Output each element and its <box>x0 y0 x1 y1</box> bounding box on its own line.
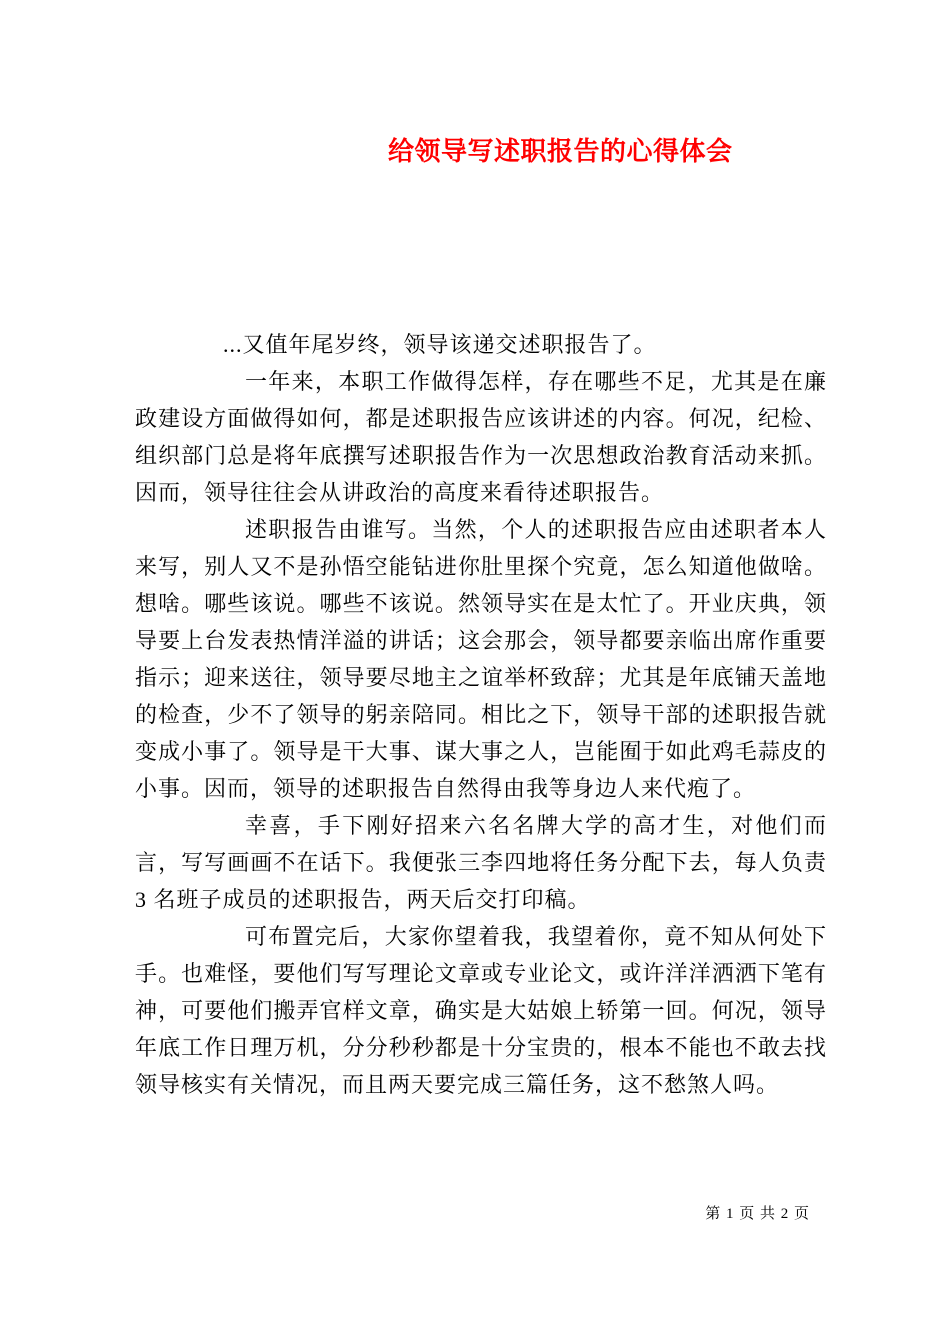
paragraph: 可布置完后，大家你望着我，我望着你，竟不知从何处下手。也难怪，要他们写写理论文章或专业论文，或许洋洋洒洒下笔有神，可要他们搬弄官样文章，确实是大姑娘上轿第一回。何况，领导年底工作日理万机，分分秒秒都是十分宝贵的，根本不能也不敢去找领导核实有关情况，而且两天要完成三篇任务，这不愁煞人吗。 <box>135 924 827 1097</box>
paragraph: 一年来，本职工作做得怎样，存在哪些不足，尤其是在廉政建设方面做得如何，都是述职报告应该讲述的内容。何况，纪检、组织部门总是将年底撰写述职报告作为一次思想政治教育活动来抓。因而，领导往往会从讲政治的高度来看待述职报告。 <box>135 369 827 505</box>
paragraph: 幸喜，手下刚好招来六名名牌大学的高才生，对他们而言，写写画画不在话下。我便张三李四地将任务分配下去，每人负责 3 名班子成员的述职报告，两天后交打印稿。 <box>135 813 827 912</box>
document-title: 给领导写述职报告的心得体会 <box>388 137 733 166</box>
document-body <box>135 326 827 1103</box>
paragraph: 述职报告由谁写。当然，个人的述职报告应由述职者本人来写，别人又不是孙悟空能钻进你肚里探个究竟，怎么知道他做啥。想啥。哪些该说。哪些不该说。然领导实在是太忙了。开业庆典，领导要上台发表热情洋溢的讲话；这会那会，领导都要亲临出席作重要指示；迎来送往，领导要尽地主之谊举杯致辞；尤其是年底铺天盖地的检查，少不了领导的躬亲陪同。相比之下，领导干部的述职报告就变成小事了。领导是干大事、谋大事之人，岂能囿于如此鸡毛蒜皮的小事。因而，领导的述职报告自然得由我等身边人来代疱了。 <box>135 517 827 801</box>
page-number-footer: 第 1 页 共 2 页 <box>705 1206 810 1222</box>
paragraph: ...又值年尾岁终，领导该递交述职报告了。 <box>223 332 657 357</box>
